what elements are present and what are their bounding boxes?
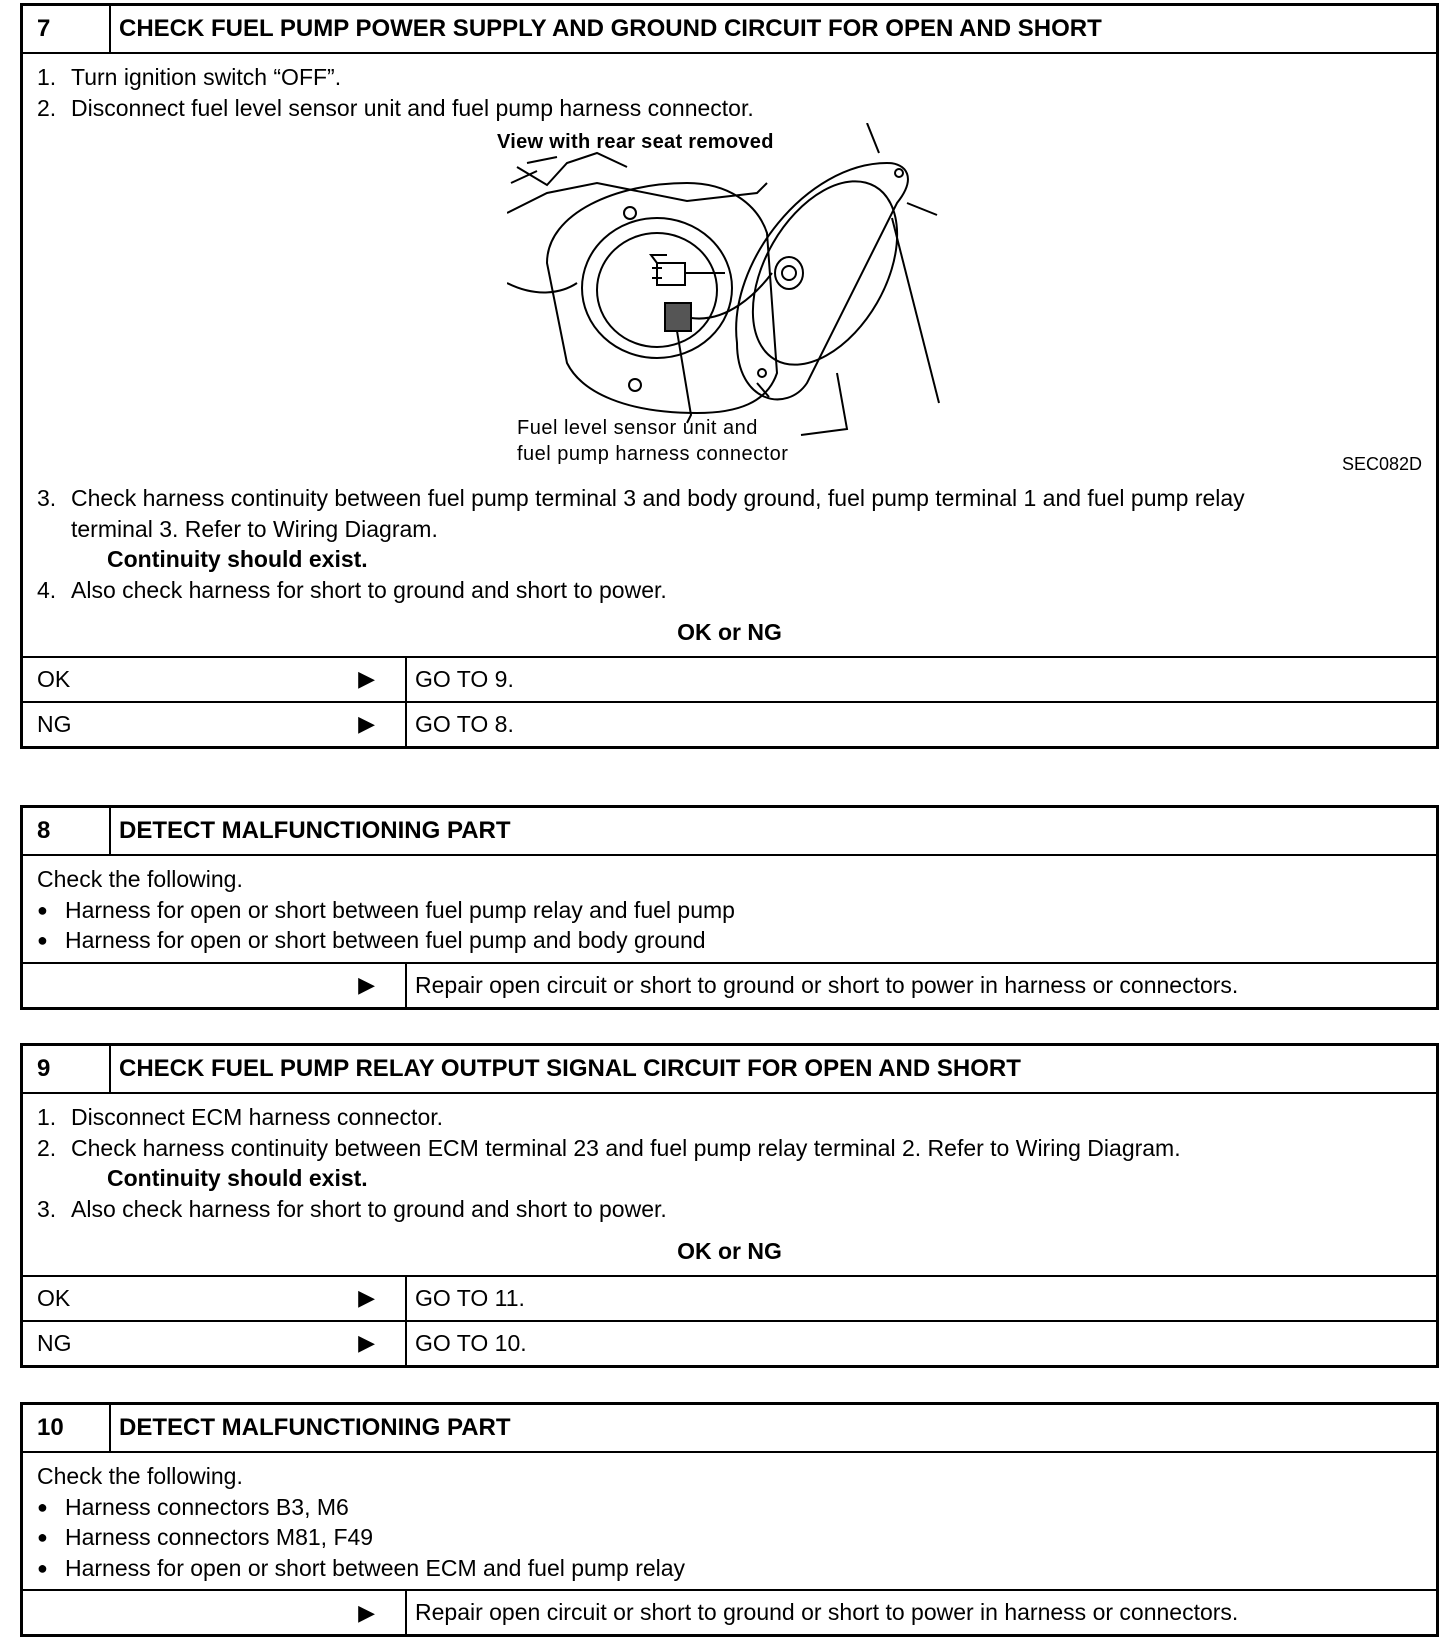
result-row (23, 962, 1436, 1007)
item-text: Disconnect ECM harness connector. (71, 1104, 444, 1130)
item-number: 3. (37, 485, 57, 511)
item-text: Check harness continuity between fuel pump terminal 3 and body ground, fuel pump terminal 1 and fuel pump relay (71, 485, 1245, 511)
bullet-icon: ● (37, 1496, 48, 1517)
result-row-ng (23, 1320, 1436, 1365)
bullet-text: Harness for open or short between ECM and fuel pump relay (65, 1554, 686, 1581)
step-header (23, 808, 1436, 856)
bullet-item (37, 1522, 1422, 1553)
step-title: DETECT MALFUNCTIONING PART (119, 1414, 511, 1441)
check-intro: Check the following. (37, 866, 243, 892)
list-item (37, 62, 1422, 93)
step-number: 8 (23, 808, 111, 854)
bullet-item (37, 1492, 1422, 1523)
step-header (23, 1405, 1436, 1453)
figure-code: SEC082D (1341, 454, 1422, 474)
result-action: GO TO 10. (415, 1329, 527, 1356)
figure-caption: View with rear seat removed (497, 131, 774, 153)
step-body (23, 1094, 1436, 1275)
step-7-box (20, 3, 1439, 749)
bullet-text: Harness for open or short between fuel pump relay and fuel pump (65, 896, 735, 923)
step-9-box (20, 1043, 1439, 1368)
result-label-cell (23, 1322, 407, 1365)
bullet-icon: ● (37, 930, 48, 950)
step-title: CHECK FUEL PUMP POWER SUPPLY AND GROUND CIRCUIT FOR OPEN AND SHORT (119, 15, 1102, 42)
result-row-ng (23, 701, 1436, 746)
step-body (23, 1453, 1436, 1589)
bullet-item (37, 925, 1422, 956)
continuity-note: Continuity should exist. (107, 546, 368, 572)
result-label: NG (37, 710, 72, 737)
item-text: Also check harness for short to ground and short to power. (71, 1195, 667, 1222)
list-item (37, 1102, 1422, 1133)
bullet-item (37, 1553, 1422, 1584)
ok-or-ng-label: OK or NG (677, 1238, 782, 1264)
fuel-pump-figure (37, 123, 1422, 483)
item-number: 2. (37, 1134, 57, 1161)
step-header (23, 1046, 1436, 1094)
list-item (37, 1133, 1422, 1164)
arrow-right-icon: ▶ (358, 1285, 375, 1310)
continuity-note: Continuity should exist. (107, 1165, 368, 1191)
step-number: 7 (23, 6, 111, 52)
ok-or-ng-label: OK or NG (677, 619, 782, 645)
result-label-cell (23, 1277, 407, 1320)
list-item (37, 575, 1422, 606)
result-action: Repair open circuit or short to ground or short to power in harness or connectors. (415, 1599, 1239, 1625)
bullet-icon: ● (37, 1557, 48, 1578)
result-label: OK (37, 665, 71, 692)
step-body (23, 856, 1436, 962)
item-text-continued: terminal 3. Refer to Wiring Diagram. (71, 515, 438, 542)
arrow-right-icon: ▶ (358, 1599, 375, 1625)
result-row-ok (23, 1275, 1436, 1320)
result-label-cell (23, 658, 407, 701)
arrow-right-icon: ▶ (358, 972, 375, 997)
bullet-icon: ● (37, 1527, 48, 1547)
list-item (37, 1194, 1422, 1225)
result-action: GO TO 9. (415, 665, 514, 692)
bullet-text: Harness connectors M81, F49 (65, 1524, 374, 1550)
result-label-cell (23, 703, 407, 746)
result-label-cell (23, 1591, 407, 1634)
result-action: Repair open circuit or short to ground or short to power in harness or connectors. (415, 971, 1239, 998)
check-intro: Check the following. (37, 1463, 243, 1489)
step-title: CHECK FUEL PUMP RELAY OUTPUT SIGNAL CIRCUIT FOR OPEN AND SHORT (119, 1055, 1021, 1082)
step-10-box (20, 1402, 1439, 1637)
result-label: OK (37, 1284, 71, 1311)
callout-line-2: fuel pump harness connector (517, 443, 789, 465)
result-label: NG (37, 1329, 72, 1356)
list-item (37, 93, 1422, 124)
result-row (23, 1589, 1436, 1634)
item-number: 1. (37, 1104, 57, 1130)
step-8-box (20, 805, 1439, 1010)
item-number: 4. (37, 576, 57, 603)
item-number: 1. (37, 64, 57, 90)
result-action: GO TO 8. (415, 710, 514, 737)
item-text: Turn ignition switch “OFF”. (71, 64, 342, 90)
figure-callout (517, 415, 788, 467)
item-text: Also check harness for short to ground and short to power. (71, 576, 667, 603)
bullet-item (37, 895, 1422, 926)
step-number: 10 (23, 1405, 111, 1451)
result-label-cell (23, 964, 407, 1007)
bullet-text: Harness for open or short between fuel pump and body ground (65, 927, 706, 953)
step-title: DETECT MALFUNCTIONING PART (119, 817, 511, 844)
arrow-right-icon: ▶ (358, 666, 375, 691)
list-item (37, 483, 1422, 514)
arrow-right-icon: ▶ (358, 1330, 375, 1355)
item-number: 3. (37, 1195, 57, 1222)
result-row-ok (23, 656, 1436, 701)
bullet-text: Harness connectors B3, M6 (65, 1493, 349, 1520)
item-text: Check harness continuity between ECM terminal 23 and fuel pump relay terminal 2. Refer to Wiring Diagram. (71, 1134, 1181, 1161)
step-header (23, 6, 1436, 54)
bullet-icon: ● (37, 899, 48, 920)
callout-line-1: Fuel level sensor unit and (517, 417, 758, 439)
result-action: GO TO 11. (415, 1284, 525, 1311)
step-number: 9 (23, 1046, 111, 1092)
item-text: Disconnect fuel level sensor unit and fuel pump harness connector. (71, 94, 754, 121)
fuel-pump-illustration (507, 123, 967, 463)
arrow-right-icon: ▶ (358, 711, 375, 736)
item-number: 2. (37, 94, 57, 121)
step-body (23, 54, 1436, 656)
